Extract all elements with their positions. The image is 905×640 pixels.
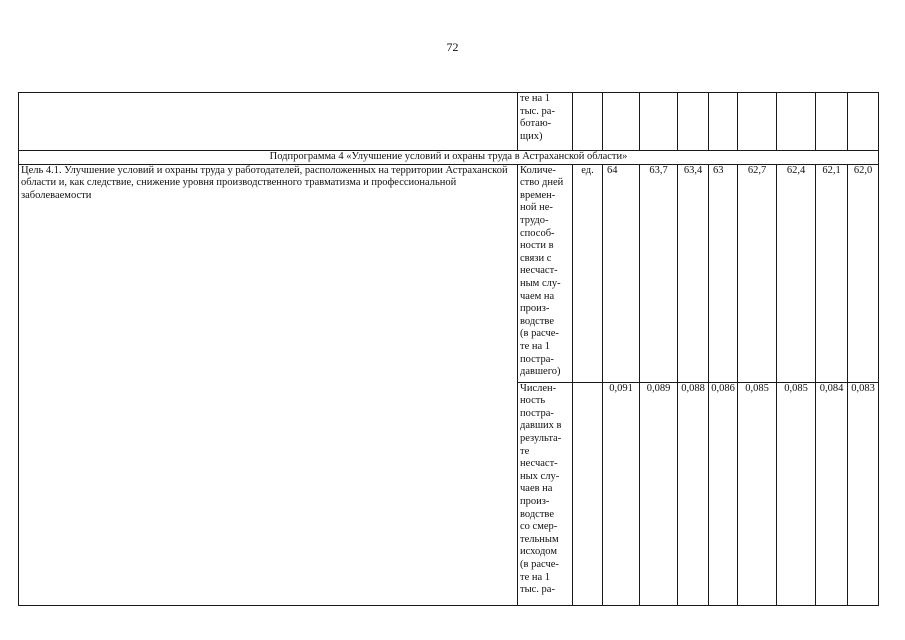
value-cell: 0,089 bbox=[640, 382, 678, 605]
value-cell: 0,086 bbox=[709, 382, 738, 605]
indicator-table bbox=[18, 92, 879, 606]
continuation-row bbox=[19, 93, 879, 151]
value-cell bbox=[709, 93, 738, 151]
indicator-row-1 bbox=[19, 164, 879, 382]
goal-text: Цель 4.1. Улучшение условий и охраны труда у работодателей, расположенных на территории Астраханской области и, как следствие, снижение уровня производственного травматизма и профессиональной заболеваемости bbox=[19, 164, 518, 605]
value-cell bbox=[640, 93, 678, 151]
value-cell: 63,7 bbox=[640, 164, 678, 382]
empty-goal-cell bbox=[19, 93, 518, 151]
value-cell: 0,085 bbox=[777, 382, 816, 605]
indicator-text: Числен- ность постра- давших в результа- те несчаст- ных слу- чаев на произ- водстве со смер- тельным исходом (в расче- те на 1 тыс. ра- bbox=[518, 382, 573, 605]
subprogram-row bbox=[19, 151, 879, 165]
value-cell: 0,088 bbox=[678, 382, 709, 605]
value-cell: 62,4 bbox=[777, 164, 816, 382]
indicator-continuation-text: те на 1 тыс. ра- ботаю- щих) bbox=[518, 93, 573, 151]
value-cell: 64 bbox=[603, 164, 640, 382]
value-cell: 0,085 bbox=[738, 382, 777, 605]
page-number: 72 bbox=[446, 40, 459, 54]
unit-cell: ед. bbox=[573, 164, 603, 382]
value-cell: 62,7 bbox=[738, 164, 777, 382]
value-cell bbox=[848, 93, 879, 151]
value-cell: 62,1 bbox=[816, 164, 848, 382]
value-cell bbox=[603, 93, 640, 151]
value-cell: 63 bbox=[709, 164, 738, 382]
value-cell bbox=[816, 93, 848, 151]
value-cell: 63,4 bbox=[678, 164, 709, 382]
unit-cell bbox=[573, 93, 603, 151]
unit-cell bbox=[573, 382, 603, 605]
value-cell bbox=[678, 93, 709, 151]
subprogram-title: Подпрограмма 4 «Улучшение условий и охраны труда в Астраханской области» bbox=[19, 151, 879, 165]
value-cell: 0,084 bbox=[816, 382, 848, 605]
value-cell: 0,083 bbox=[848, 382, 879, 605]
value-cell: 0,091 bbox=[603, 382, 640, 605]
value-cell bbox=[738, 93, 777, 151]
indicator-text: Количе- ство дней времен- ной не- трудо- способ- ности в связи с несчаст- ным слу- чаем на произ- водстве (в расче- те на 1 постра- давшего) bbox=[518, 164, 573, 382]
value-cell bbox=[777, 93, 816, 151]
value-cell: 62,0 bbox=[848, 164, 879, 382]
